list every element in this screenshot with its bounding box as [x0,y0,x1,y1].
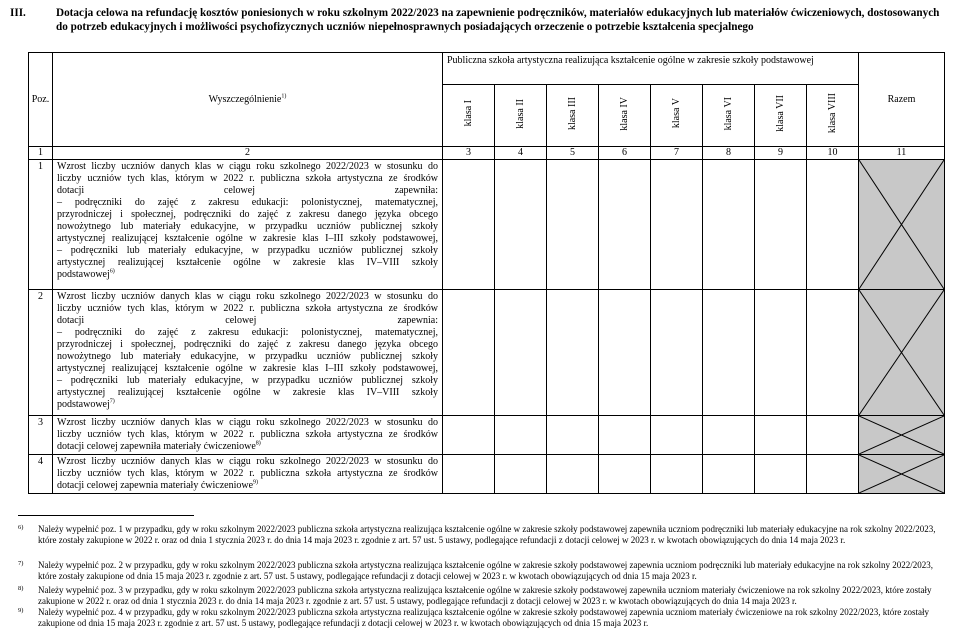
input-cell-class-2[interactable] [495,416,547,455]
description-line: liczby uczniów tych klas, którym w 2022 r. publiczna szkoła artystyczna ze środków [57,468,438,479]
footnote-mark: 8) [18,585,24,592]
col-number: 1 [29,147,53,160]
description-line: dotacji celowej zapewnia: [57,315,438,326]
col-number: 10 [807,147,859,160]
row-poz: 1 [29,160,53,290]
header-class-4 [599,85,651,147]
description-line: przyrodniczej i społecznej, podręczniki do zajęć z zakresu danego języka obcego [57,339,438,350]
class-label: klasa I [462,100,474,127]
description-line: – podręczniki do zajęć z zakresu edukacji: polonistycznej, matematycznej, [57,197,438,208]
description-line: dotacji celowej zapewniła: [57,185,438,196]
col-number: 7 [651,147,703,160]
input-cell-class-4[interactable] [599,455,651,494]
input-cell-class-7[interactable] [755,455,807,494]
footnote-ref: 1) [281,93,287,100]
class-label: klasa II [514,98,526,129]
col-number: 4 [495,147,547,160]
class-label: klasa VII [774,95,786,132]
col-number: 9 [755,147,807,160]
input-cell-class-6[interactable] [703,160,755,290]
col-number: 2 [53,147,443,160]
table-row [29,290,945,416]
cross-mark-icon [859,455,944,493]
input-cell-class-4[interactable] [599,416,651,455]
input-cell-class-3[interactable] [547,416,599,455]
input-cell-class-4[interactable] [599,290,651,416]
header-class-8 [807,85,859,147]
description-line: liczby uczniów tych klas, którym w 2022 r. publiczna szkoła artystyczna ze środków [57,429,438,440]
col-number: 3 [443,147,495,160]
footnote-9 [18,607,948,629]
col-number: 8 [703,147,755,160]
footnote-mark: 6) [18,524,24,531]
input-cell-class-1[interactable] [443,416,495,455]
description-line: nowożytnego lub materiały edukacyjne, w przypadku uczniów publicznej szkoły [57,351,438,362]
cross-mark-icon [859,160,944,289]
cross-mark-icon [859,290,944,415]
razem-crossed-cell [859,290,945,416]
input-cell-class-5[interactable] [651,416,703,455]
razem-crossed-cell [859,455,945,494]
input-cell-class-8[interactable] [807,290,859,416]
description-line [57,441,438,453]
footnote-8 [18,585,948,607]
description-line: Wzrost liczby uczniów danych klas w ciągu roku szkolnego 2022/2023 w stosunku do [57,456,438,467]
col-number: 6 [599,147,651,160]
input-cell-class-7[interactable] [755,160,807,290]
input-cell-class-1[interactable] [443,160,495,290]
input-cell-class-2[interactable] [495,455,547,494]
input-cell-class-6[interactable] [703,416,755,455]
input-cell-class-2[interactable] [495,290,547,416]
description-line-text: podstawowej [57,269,110,280]
input-cell-class-6[interactable] [703,290,755,416]
footnote-ref: 9) [253,479,259,486]
description-line: artystycznej realizującej kształcenie ogólne w zakresie klas I–III szkoły podstawowej, [57,233,438,244]
table-row [29,455,945,494]
description-line-text: dotacji celowej zapewnia materiały ćwiczeniowe [57,480,254,491]
footnote-ref: 6) [109,268,115,275]
header-class-1 [443,85,495,147]
description-line: liczby uczniów tych klas, którym w 2022 r. publiczna szkoła artystyczna ze środków [57,303,438,314]
description-line-text: dotacji celowej zapewniła materiały ćwiczeniowe [57,441,256,452]
header-class-5 [651,85,703,147]
header-class-6 [703,85,755,147]
column-number-row [29,147,945,160]
footnote-text: Należy wypełnić poz. 4 w przypadku, gdy w roku szkolnym 2022/2023 publiczna szkoła artystyczna realizująca kształcenie ogólne w zakresie szkoły podstawowej zapewnia uczniom materiały ćwiczeniowe na rok szkolny 2022/2023, które zostały zakupione od dnia 15 maja 2023 r. zgodnie z art. 57 ust. 5 ustawy, podlegające refundacji z dotacji celowej w 2023 r. w kwotach obowiązujących od dnia 15 maja 2023 r. [38,607,929,628]
cross-mark-icon [859,416,944,454]
header-class-3 [547,85,599,147]
row-poz: 3 [29,416,53,455]
description-line-text: podstawowej [57,399,110,410]
footnote-text: Należy wypełnić poz. 1 w przypadku, gdy w roku szkolnym 2022/2023 publiczna szkoła artystyczna realizująca kształcenie ogólne w zakresie szkoły podstawowej zapewniła uczniom podręczniki lub materiały edukacyjne na rok szkolny 2022/2023, które zostały zakupione w 2022 r. oraz od dnia 1 stycznia 2023 r. do dnia 14 maja 2023 r. zgodnie z art. 57 ust. 5 ustawy, podlegające refundacji z dotacji celowej w 2023 r. w kwotach obowiązujących do dnia 14 maja 2023 r. [38,524,936,545]
row-description [53,160,443,290]
description-line: – podręczniki do zajęć z zakresu edukacji: polonistycznej, matematycznej, [57,327,438,338]
row-poz: 2 [29,290,53,416]
class-label: klasa III [566,96,578,131]
input-cell-class-8[interactable] [807,455,859,494]
description-line: nowożytnego lub materiały edukacyjne, w przypadku uczniów publicznej szkoły [57,221,438,232]
input-cell-class-2[interactable] [495,160,547,290]
description-line: przyrodniczej i społecznej, podręczniki do zajęć z zakresu danego języka obcego [57,209,438,220]
razem-crossed-cell [859,160,945,290]
class-label: klasa V [670,98,682,129]
input-cell-class-1[interactable] [443,290,495,416]
description-line: artystycznej realizującej kształcenie ogólne w zakresie klas IV–VIII szkoły [57,387,438,398]
row-description [53,416,443,455]
input-cell-class-3[interactable] [547,290,599,416]
section-title: Dotacja celowa na refundację kosztów poniesionych w roku szkolnym 2022/2023 na zapewnienie podręczników, materiałów edukacyjnych lub materiałów ćwiczeniowych, dostosowanych do potrzeb edukacyjnych i możliwości psychofizycznych uczniów niepełnosprawnych posiadających orzeczenie o potrzebie kształcenia specjalnego [56,7,940,33]
input-cell-class-4[interactable] [599,160,651,290]
description-line: Wzrost liczby uczniów danych klas w ciągu roku szkolnego 2022/2023 w stosunku do [57,417,438,428]
section-number: III. [10,7,26,19]
input-cell-class-5[interactable] [651,160,703,290]
description-line [57,480,438,492]
input-cell-class-8[interactable] [807,160,859,290]
data-table [28,52,945,494]
footnote-separator [18,515,194,516]
footnote-6 [18,524,948,546]
footnote-ref: 8) [255,440,261,447]
footnote-mark: 9) [18,607,24,614]
row-description [53,290,443,416]
footnote-text: Należy wypełnić poz. 2 w przypadku, gdy w roku szkolnym 2022/2023 publiczna szkoła artystyczna realizująca kształcenie ogólne w zakresie szkoły podstawowej zapewnia uczniom podręczniki lub materiały edukacyjne na rok szkolny 2022/2023, które zostały zakupione od dnia 15 maja 2023 r. zgodnie z art. 57 ust. 5 ustawy, podlegające refundacji z dotacji celowej w 2023 r. w kwotach obowiązujących od dnia 15 maja 2023 r. [38,560,933,581]
header-razem: Razem [859,53,945,147]
description-line [57,269,438,281]
class-label: klasa IV [618,96,630,131]
class-label: klasa VIII [826,93,838,134]
description-line: liczby uczniów tych klas, którym w 2022 r. publiczna szkoła artystyczna ze środków [57,173,438,184]
table-row [29,160,945,290]
razem-crossed-cell [859,416,945,455]
input-cell-class-5[interactable] [651,455,703,494]
input-cell-class-1[interactable] [443,455,495,494]
footnote-text: Należy wypełnić poz. 3 w przypadku, gdy w roku szkolnym 2022/2023 publiczna szkoła artystyczna realizująca kształcenie ogólne w zakresie szkoły podstawowej zapewniła uczniom materiały ćwiczeniowe na rok szkolny 2022/2023, które zostały zakupione w 2022 r. oraz od dnia 1 stycznia 2023 r. do dnia 14 maja 2023 r. zgodnie z art. 57 ust. 5 ustawy, podlegające refundacji z dotacji celowej w 2023 r. w kwotach obowiązujących do dnia 14 maja 2023 r. [38,585,932,606]
header-wyszczegolnienie [53,53,443,147]
class-label: klasa VI [722,96,734,131]
description-line: Wzrost liczby uczniów danych klas w ciągu roku szkolnego 2022/2023 w stosunku do [57,291,438,302]
header-wyszczegolnienie-label: Wyszczególnienie [208,93,282,105]
description-line [57,399,438,411]
col-number: 5 [547,147,599,160]
input-cell-class-3[interactable] [547,455,599,494]
description-line: – podręczniki lub materiały edukacyjne, w przypadku uczniów publicznej szkoły [57,375,438,386]
input-cell-class-6[interactable] [703,455,755,494]
input-cell-class-7[interactable] [755,290,807,416]
header-poz: Poz. [29,53,53,147]
footnote-mark: 7) [18,560,24,567]
input-cell-class-8[interactable] [807,416,859,455]
input-cell-class-3[interactable] [547,160,599,290]
row-poz: 4 [29,455,53,494]
footnote-ref: 7) [109,398,115,405]
header-class-2 [495,85,547,147]
description-line: artystycznej realizującej kształcenie ogólne w zakresie klas IV–VIII szkoły [57,257,438,268]
row-description [53,455,443,494]
description-line: – podręczniki lub materiały edukacyjne, w przypadku uczniów publicznej szkoły [57,245,438,256]
description-line: Wzrost liczby uczniów danych klas w ciągu roku szkolnego 2022/2023 w stosunku do [57,161,438,172]
col-number: 11 [859,147,945,160]
header-class-7 [755,85,807,147]
footnote-7 [18,560,948,582]
group-header: Publiczna szkoła artystyczna realizująca kształcenie ogólne w zakresie szkoły podstawowej [443,53,859,85]
table-row [29,416,945,455]
description-line: artystycznej realizującej kształcenie ogólne w zakresie klas I–III szkoły podstawowej, [57,363,438,374]
input-cell-class-5[interactable] [651,290,703,416]
input-cell-class-7[interactable] [755,416,807,455]
